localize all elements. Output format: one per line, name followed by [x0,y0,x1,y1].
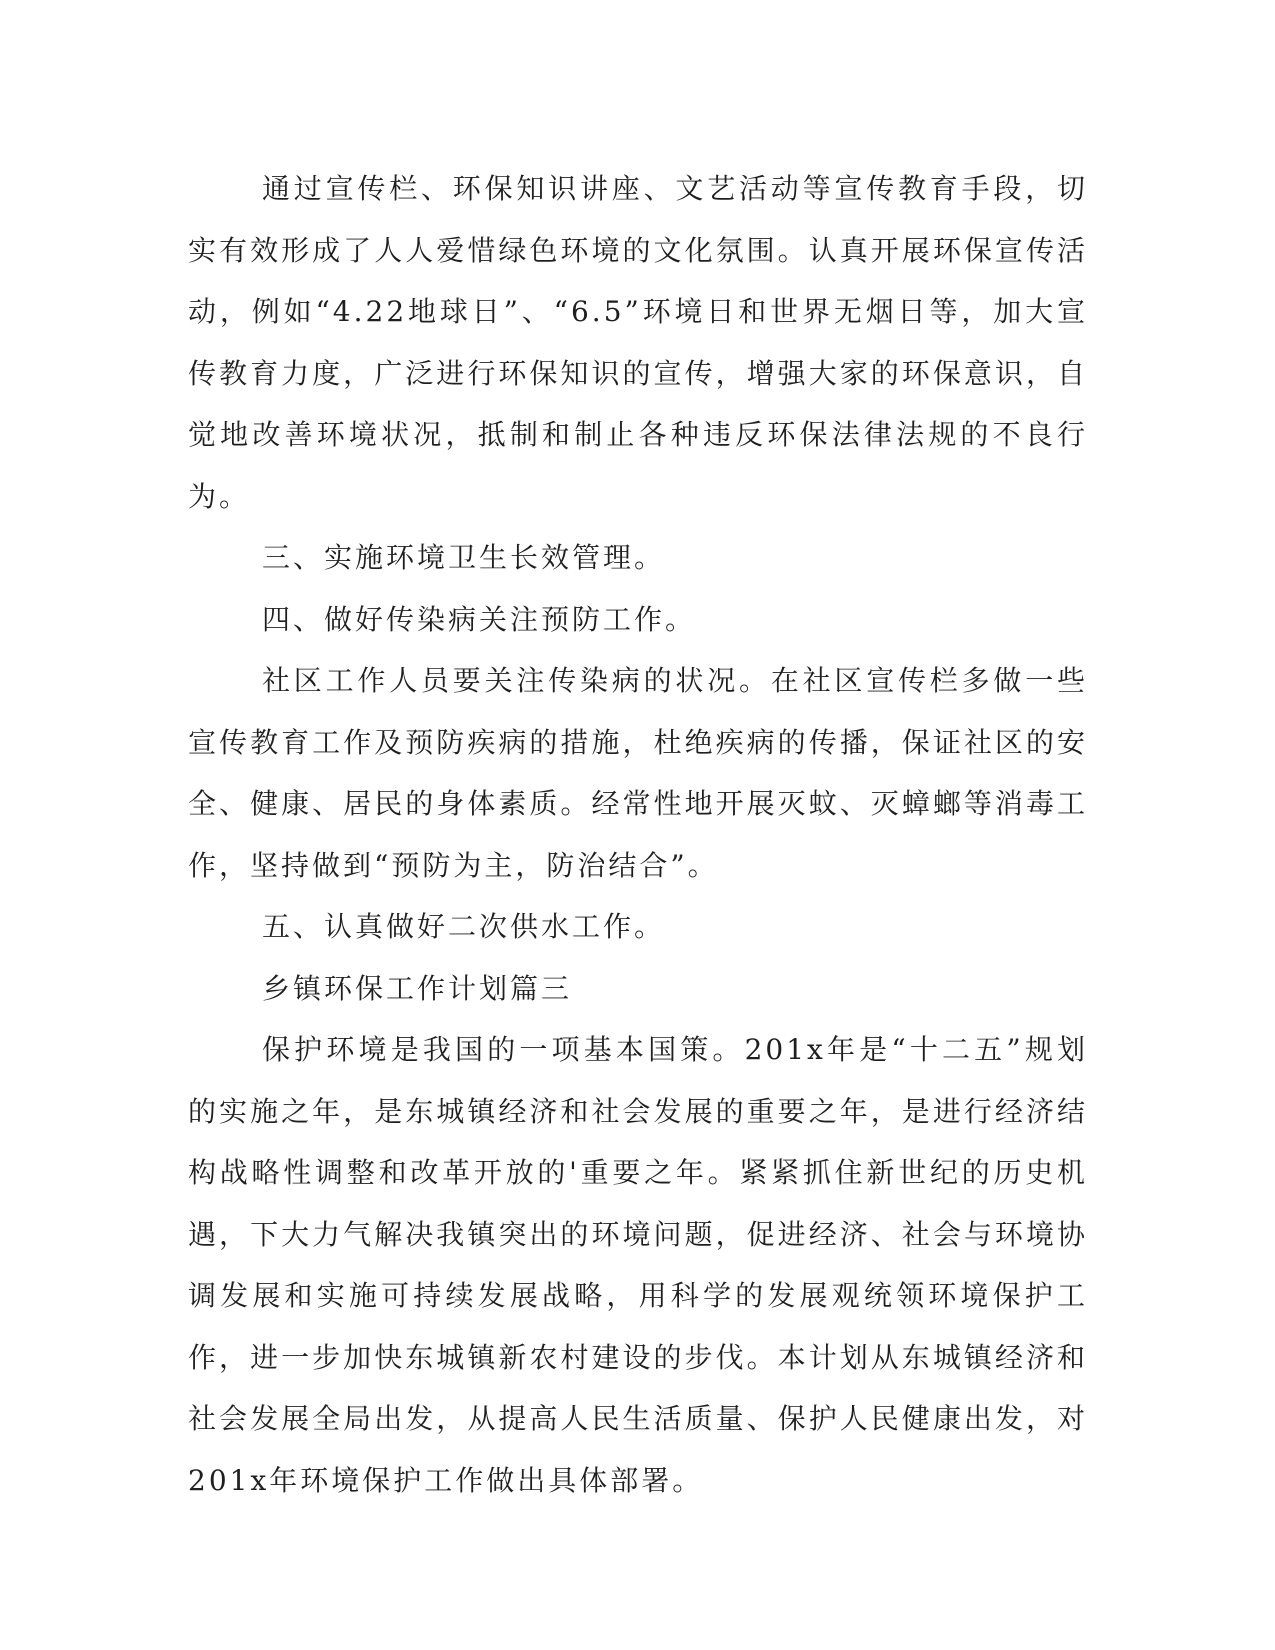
paragraph-publicity: 通过宣传栏、环保知识讲座、文艺活动等宣传教育手段，切实有效形成了人人爱惜绿色环境的文化氛围。认真开展环保宣传活动，例如“4.22地球日”、“6.5”环境日和世界无烟日等，加大宣传教育力度，广泛进行环保知识的宣传，增强大家的环保意识，自觉地改善环境状况，抵制和制止各种违反环保法律法规的不良行为。 [188,172,1088,513]
paragraph-disease-prevention: 社区工作人员要关注传染病的状况。在社区宣传栏多做一些宣传教育工作及预防疾病的措施，杜绝疾病的传播，保证社区的安全、健康、居民的身体素质。经常性地开展灭蚊、灭蟑螂等消毒工作，坚持做到“预防为主，防治结合”。 [188,664,1088,882]
paragraph-plan-intro: 保护环境是我国的一项基本国策。201x年是“十二五”规划的实施之年，是东城镇经济和社会发展的重要之年，是进行经济结构战略性调整和改革开放的'重要之年。紧紧抓住新世纪的历史机遇，下大力气解决我镇突出的环境问题，促进经济、社会与环境协调发展和实施可持续发展战略，用科学的发展观统领环境保护工作，进一步加快东城镇新农村建设的步伐。本计划从东城镇经济和社会发展全局出发，从提高人民生活质量、保护人民健康出发，对201x年环境保护工作做出具体部署。 [188,1033,1088,1497]
heading-section-5: 五、认真做好二次供水工作。 [262,910,666,943]
heading-section-4: 四、做好传染病关注预防工作。 [262,602,697,636]
heading-plan-part-3: 乡镇环保工作计划篇三 [262,971,573,1005]
document-body [188,158,1088,1511]
heading-section-3: 三、实施环境卫生长效管理。 [262,541,666,574]
